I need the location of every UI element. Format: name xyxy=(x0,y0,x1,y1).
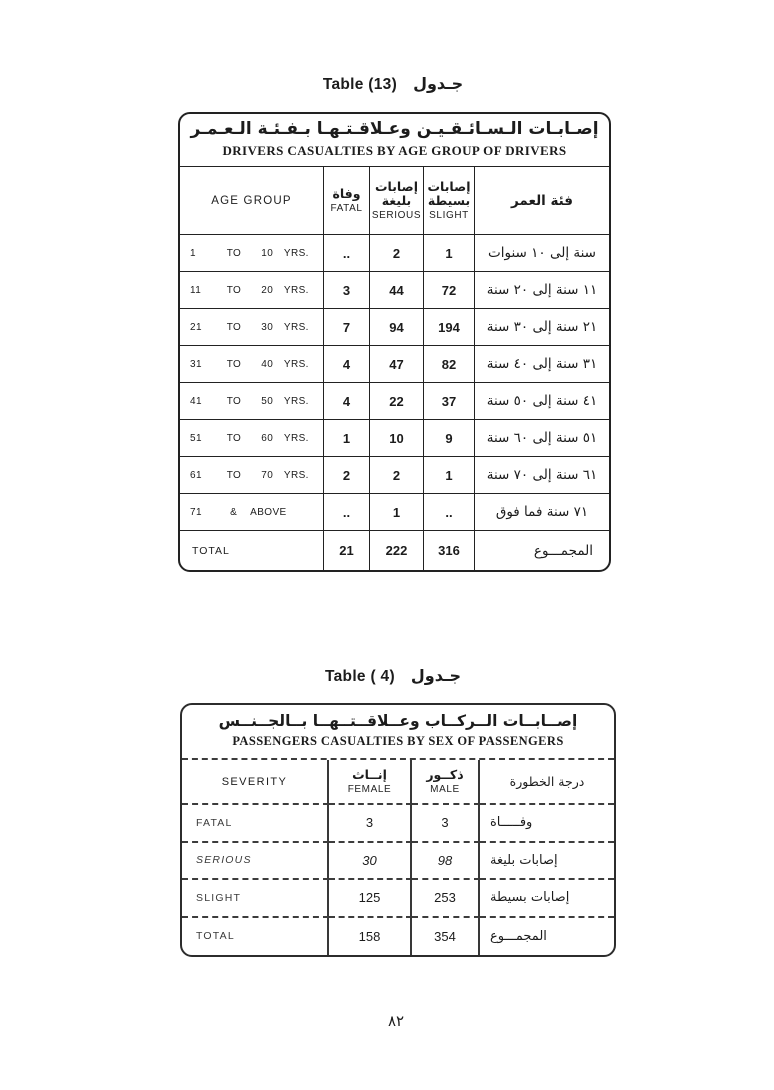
serious-value: 2 xyxy=(370,235,424,272)
page-number: ٨٢ xyxy=(387,1012,405,1030)
table-row-age-label xyxy=(180,272,324,309)
male-value: 3 xyxy=(412,805,480,843)
header-male-english: MALE xyxy=(430,784,460,796)
severity-label-arabic: وفـــــاة xyxy=(480,805,614,843)
table13-title-arabic: إصـابـات الـسـائـقـيـن وعـلاقـتـهـا بـفـئـة الـعـمـر xyxy=(190,119,599,140)
total-female-value: 158 xyxy=(329,918,412,956)
age-from: 31 xyxy=(190,358,202,370)
header-female-english: FEMALE xyxy=(347,784,392,796)
serious-value: 44 xyxy=(370,272,424,309)
age-unit: YRS. xyxy=(283,395,309,407)
total-label-arabic: المجمـــوع xyxy=(490,928,547,944)
table13-caption-ar: جـدول xyxy=(413,74,464,93)
severity-label: SLIGHT xyxy=(182,880,329,918)
table4-caption-ar: جـدول xyxy=(410,666,461,685)
table4-title-english: PASSENGERS CASUALTIES BY SEX OF PASSENGERS xyxy=(232,733,564,748)
header-female-arabic: إنــاث xyxy=(352,766,387,782)
male-value: 253 xyxy=(412,880,480,918)
age-to: 50 xyxy=(261,395,274,407)
table4-title-arabic: إصــابــات الــركــاب وعــلاقــتــهــا بــالجــنــس xyxy=(218,712,578,731)
header-cell-age-arabic: فئة العمر xyxy=(475,167,609,235)
header-male-arabic: ذكــور xyxy=(426,766,464,782)
serious-value: 22 xyxy=(370,383,424,420)
age-from: 41 xyxy=(190,395,202,407)
age-to-word: TO xyxy=(226,358,242,370)
severity-label: FATAL xyxy=(182,805,329,843)
slight-value: .. xyxy=(424,494,475,531)
serious-value: 1 xyxy=(370,494,424,531)
total-serious-value: 222 xyxy=(370,531,424,570)
age-from: 1 xyxy=(190,247,196,259)
age-to: ABOVE xyxy=(250,506,287,518)
fatal-value: .. xyxy=(324,235,370,272)
slight-value: 82 xyxy=(424,346,475,383)
age-label-arabic: ٣١ سنة إلى ٤٠ سنة xyxy=(475,346,609,383)
slight-value: 1 xyxy=(424,235,475,272)
header-serious-english: SERIOUS xyxy=(371,210,422,222)
fatal-value: 1 xyxy=(324,420,370,457)
header-cell-serious xyxy=(370,167,424,235)
age-to: 70 xyxy=(261,469,274,481)
passengers-casualties-table xyxy=(180,703,616,957)
age-label-arabic: ٥١ سنة إلى ٦٠ سنة xyxy=(475,420,609,457)
age-label-arabic: سنة إلى ١٠ سنوات xyxy=(475,235,609,272)
serious-value: 2 xyxy=(370,457,424,494)
age-unit: YRS. xyxy=(283,247,309,259)
table4-caption xyxy=(178,666,608,686)
age-to: 20 xyxy=(261,284,274,296)
age-from: 21 xyxy=(190,321,202,333)
age-label-arabic: ١١ سنة إلى ٢٠ سنة xyxy=(475,272,609,309)
age-to-word: TO xyxy=(226,247,242,259)
table13-title-english: DRIVERS CASUALTIES BY AGE GROUP OF DRIVERS xyxy=(222,142,567,158)
female-value: 3 xyxy=(329,805,412,843)
table-row-age-label xyxy=(180,235,324,272)
table13-caption-en: Table (13) xyxy=(322,76,398,93)
table-row-age-label xyxy=(180,346,324,383)
total-slight-value: 316 xyxy=(424,531,475,570)
age-label-arabic: ٤١ سنة إلى ٥٠ سنة xyxy=(475,383,609,420)
header-serious-arabic: إصابات بليغة xyxy=(374,178,418,208)
serious-value: 10 xyxy=(370,420,424,457)
header-cell-female xyxy=(329,760,412,805)
header-fatal-arabic: وفاة xyxy=(332,185,361,201)
age-to-word: TO xyxy=(226,469,242,481)
fatal-value: 4 xyxy=(324,383,370,420)
slight-value: 194 xyxy=(424,309,475,346)
age-from: 61 xyxy=(190,469,202,481)
fatal-value: 2 xyxy=(324,457,370,494)
table4-caption-en: Table ( 4) xyxy=(325,668,395,685)
header-cell-male xyxy=(412,760,480,805)
age-unit: YRS. xyxy=(283,432,309,444)
age-to: 40 xyxy=(261,358,274,370)
total-fatal-value: 21 xyxy=(324,531,370,570)
slight-value: 1 xyxy=(424,457,475,494)
fatal-value: 7 xyxy=(324,309,370,346)
age-label-arabic: ٦١ سنة إلى ٧٠ سنة xyxy=(475,457,609,494)
severity-label: SERIOUS xyxy=(182,843,329,881)
fatal-value: .. xyxy=(324,494,370,531)
slight-value: 72 xyxy=(424,272,475,309)
severity-label-arabic: إصابات بسيطة xyxy=(480,880,614,918)
age-label-arabic: ٧١ سنة فما فوق xyxy=(475,494,609,531)
table-row-age-label xyxy=(180,383,324,420)
table4-title xyxy=(182,705,614,760)
female-value: 125 xyxy=(329,880,412,918)
age-to-word: & xyxy=(230,506,238,518)
header-slight-arabic: إصابات بسيطة xyxy=(427,178,471,208)
age-to: 60 xyxy=(261,432,274,444)
total-label: TOTAL xyxy=(182,918,329,956)
header-cell-severity: SEVERITY xyxy=(182,760,329,805)
slight-value: 9 xyxy=(424,420,475,457)
header-cell-slight xyxy=(424,167,475,235)
age-unit: YRS. xyxy=(283,469,309,481)
age-unit: YRS. xyxy=(283,284,309,296)
age-label-arabic: ٢١ سنة إلى ٣٠ سنة xyxy=(475,309,609,346)
table-row-age-label xyxy=(180,494,324,531)
slight-value: 37 xyxy=(424,383,475,420)
total-male-value: 354 xyxy=(412,918,480,956)
age-to-word: TO xyxy=(226,395,242,407)
serious-value: 47 xyxy=(370,346,424,383)
total-label-arabic: المجمـــوع xyxy=(533,542,593,559)
male-value: 98 xyxy=(412,843,480,881)
table-row-age-label xyxy=(180,420,324,457)
header-cell-age-group: AGE GROUP xyxy=(180,167,324,235)
header-fatal-english: FATAL xyxy=(330,203,363,215)
severity-label-arabic: إصابات بليغة xyxy=(480,843,614,881)
header-cell-fatal xyxy=(324,167,370,235)
age-unit: YRS. xyxy=(283,358,309,370)
age-to: 10 xyxy=(261,247,274,259)
female-value: 30 xyxy=(329,843,412,881)
age-to-word: TO xyxy=(226,432,242,444)
header-cell-severity-arabic: درجة الخطورة xyxy=(480,760,614,805)
table13-caption xyxy=(178,74,608,94)
table13-title xyxy=(180,114,609,167)
age-from: 11 xyxy=(190,284,202,296)
age-from: 51 xyxy=(190,432,202,444)
age-to-word: TO xyxy=(226,321,242,333)
drivers-casualties-table xyxy=(178,112,611,572)
serious-value: 94 xyxy=(370,309,424,346)
age-to-word: TO xyxy=(226,284,242,296)
fatal-value: 3 xyxy=(324,272,370,309)
total-label: TOTAL xyxy=(180,531,324,570)
fatal-value: 4 xyxy=(324,346,370,383)
age-from: 71 xyxy=(190,506,202,518)
table-row-age-label xyxy=(180,457,324,494)
header-slight-english: SLIGHT xyxy=(429,210,469,222)
age-unit: YRS. xyxy=(283,321,309,333)
age-to: 30 xyxy=(261,321,274,333)
table-row-age-label xyxy=(180,309,324,346)
